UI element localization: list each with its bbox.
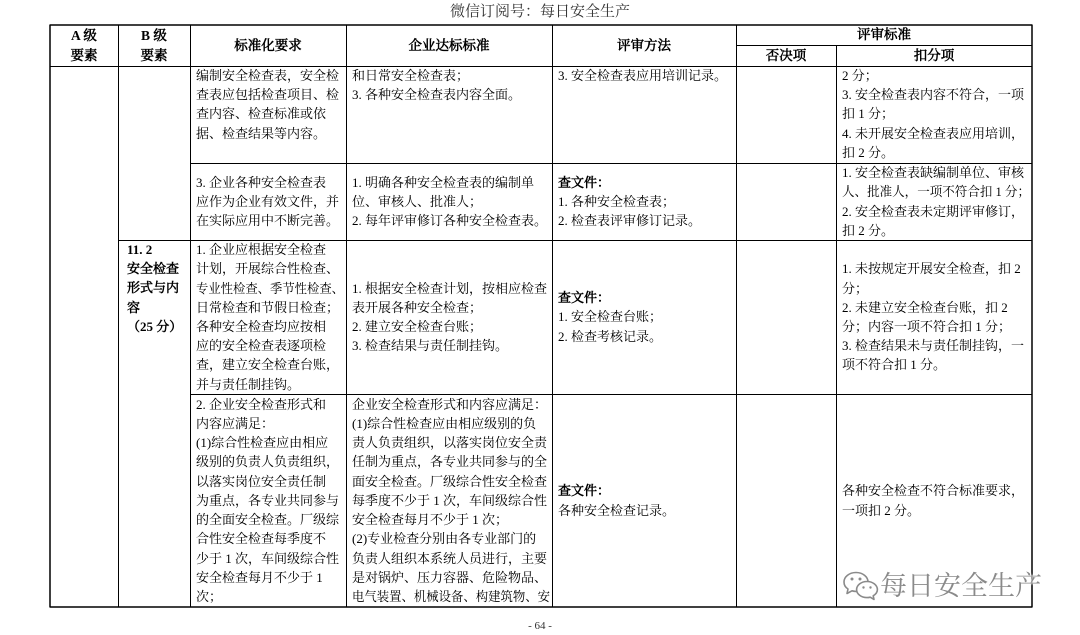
row-2-veto-cell — [736, 163, 836, 240]
enterprise-standard-line: 安全检查每月不少于 1 次； — [352, 512, 509, 528]
b-element-line: 容 — [127, 299, 141, 315]
a-level-element-cell — [50, 66, 118, 607]
deduction-line: 分；内容一项不符合扣 1 分； — [842, 319, 1012, 334]
enterprise-standard-line: (2)专业检查分别由各专业部门的 — [352, 531, 537, 547]
deduction-line: 2. 未建立安全检查台账，扣 2 — [842, 299, 1008, 315]
wechat-bubble-small — [857, 582, 878, 600]
enterprise-standard-line: 企业安全检查形式和内容应满足： — [352, 396, 548, 412]
row-4-review-method-cell — [552, 394, 736, 607]
enterprise-standard-line: 1. 根据安全检查计划，按相应检查 — [352, 280, 548, 296]
enterprise-standard-line: (1)综合性检查应由相应级别的负 — [352, 416, 537, 432]
row-4-veto-cell — [736, 394, 836, 607]
header-b-level-line: 要素 — [140, 47, 168, 63]
enterprise-standard-line: 负责人组织本系统人员进行，主要 — [352, 550, 548, 566]
header-b-level — [118, 25, 190, 66]
header-veto-items-label: 否决项 — [765, 47, 807, 63]
header-veto-items — [736, 45, 836, 66]
header-a-level — [50, 25, 118, 66]
review-method-line: 1. 各种安全检查表； — [558, 193, 676, 209]
deduction-line: 扣 1 分； — [842, 106, 895, 122]
deduction-line: 4. 未开展安全检查表应用培训， — [842, 125, 1025, 141]
review-method-line: 2. 检查表评审修订记录。 — [558, 213, 702, 229]
deduction-line: 扣 2 分。 — [842, 144, 895, 160]
row-2-enterprise-standard-cell — [346, 163, 552, 240]
deduction-line: 扣 2 分。 — [842, 222, 895, 238]
requirement-line: 计划，开展综合性检查、 — [196, 261, 340, 277]
enterprise-standard-line: 3. 检查结果与责任制挂钩。 — [352, 338, 509, 354]
row-4-requirement-cell — [190, 394, 346, 607]
page-header-subscription: 微信订阅号：每日安全生产 — [449, 4, 630, 20]
b-level-element-11-2-cell — [118, 240, 190, 607]
header-b-level-line: B 级 — [141, 28, 167, 43]
header-review-method — [552, 25, 736, 66]
row-1-requirement-cell — [190, 66, 346, 163]
deduction-line: 一项扣 2 分。 — [842, 502, 921, 518]
header-a-level-line: 要素 — [70, 47, 98, 63]
requirement-line: 据、检查结果等内容。 — [196, 125, 327, 141]
deduction-line: 1. 安全检查表缺编制单位、审核 — [842, 165, 1025, 181]
deduction-line: 项不符合扣 1 分。 — [842, 357, 947, 373]
requirement-line: 级别的负责人负责组织， — [196, 454, 340, 470]
enterprise-standard-line: 是对锅炉、压力容器、危险物品、 — [352, 569, 548, 585]
wechat-icon — [843, 571, 879, 601]
row-1-review-method-cell — [552, 66, 736, 163]
enterprise-standard-line: 电气装置、机械设备、构建筑物、安 — [352, 588, 551, 604]
deduction-line: 各种安全检查不符合标准要求， — [842, 483, 1025, 499]
requirement-line: 次； — [196, 588, 223, 604]
header-a-level-line: A 级 — [71, 28, 97, 43]
row-3-enterprise-standard-cell — [346, 240, 552, 394]
header-deduction-items — [836, 45, 1032, 66]
header-review-criteria-label: 评审标准 — [857, 27, 911, 43]
requirement-line: 编制安全检查表，安全检 — [196, 68, 340, 83]
row-4-enterprise-standard-cell — [346, 394, 552, 607]
review-method-heading: 查文件： — [558, 174, 611, 190]
b-element-line: 11. 2 — [127, 242, 153, 257]
requirement-line: 在实际应用中不断完善。 — [196, 213, 340, 229]
requirement-line: 1. 企业应根据安全检查 — [196, 242, 327, 258]
header-standard-requirement-label: 标准化要求 — [234, 37, 302, 53]
b-level-element-cell-continued — [118, 66, 190, 240]
header-review-method-label: 评审方法 — [617, 37, 671, 53]
enterprise-standard-line: 和日常安全检查表； — [352, 68, 470, 83]
b-element-line: （25 分） — [127, 318, 183, 334]
row-3-veto-cell — [736, 240, 836, 394]
row-1-enterprise-standard-cell — [346, 66, 552, 163]
requirement-line: 合性安全检查每季度不 — [196, 531, 327, 547]
requirement-line: 为重点，各专业共同参与 — [196, 492, 340, 508]
enterprise-standard-line: 面安全检查。厂级综合性安全检查 — [352, 473, 548, 489]
deduction-line: 1. 未按规定开展安全检查，扣 2 — [842, 261, 1021, 277]
requirement-line: 2. 企业安全检查形式和 — [196, 396, 327, 412]
row-3-requirement-cell — [190, 240, 346, 394]
review-method-line: 3. 安全检查表应用培训记录。 — [558, 68, 728, 83]
requirement-line: 各种安全检查均应按相 — [196, 319, 327, 334]
row-1-deduction-cell — [836, 66, 1032, 163]
review-method-line: 2. 检查考核记录。 — [558, 328, 663, 344]
deduction-line: 2 分； — [842, 68, 878, 83]
deduction-line: 3. 安全检查表内容不符合，一项 — [842, 87, 1025, 103]
enterprise-standard-line: 位、审核人、批准人； — [352, 193, 483, 209]
review-method-line: 各种安全检查记录。 — [558, 502, 676, 518]
header-deduction-items-label: 扣分项 — [913, 47, 955, 63]
enterprise-standard-line: 3. 各种安全检查表内容全面。 — [352, 87, 522, 103]
review-method-heading: 查文件： — [558, 483, 611, 499]
watermark-text: 每日安全生产 — [880, 571, 1042, 602]
requirement-line: 内容应满足： — [196, 416, 275, 432]
header-review-criteria — [736, 25, 1032, 45]
deduction-line: 人、批准人，一项不符合扣 1 分； — [842, 184, 1031, 200]
requirement-line: 并与责任制挂钩。 — [196, 376, 301, 392]
enterprise-standard-line: 1. 明确各种安全检查表的编制单 — [352, 174, 535, 190]
deduction-line: 3. 检查结果未与责任制挂钩，一 — [842, 338, 1025, 354]
row-3-deduction-cell — [836, 240, 1032, 394]
row-2-review-method-cell — [552, 163, 736, 240]
requirement-line: 查表应包括检查项目、检 — [196, 87, 340, 103]
deduction-line: 分； — [842, 280, 869, 296]
b-element-line: 安全检查 — [127, 261, 180, 277]
row-2-deduction-cell — [836, 163, 1032, 240]
enterprise-standard-line: 每季度不少于 1 次，车间级综合性 — [352, 492, 548, 508]
page-number: - 64 - — [528, 620, 552, 632]
enterprise-standard-line: 任制为重点，各专业共同参与的全 — [352, 454, 548, 470]
enterprise-standard-line: 2. 建立安全检查台账； — [352, 319, 483, 334]
requirement-line: 专业性检查、季节性检查、 — [196, 280, 345, 296]
requirement-line: (1)综合性检查应由相应 — [196, 435, 329, 451]
row-1-veto-cell — [736, 66, 836, 163]
requirement-line: 少于 1 次，车间级综合性 — [196, 550, 340, 566]
requirement-line: 3. 企业各种安全检查表 — [196, 174, 327, 190]
requirement-line: 查内容、检查标准或依 — [196, 106, 327, 122]
row-2-requirement-cell — [190, 163, 346, 240]
review-method-heading: 查文件： — [558, 290, 611, 306]
requirement-line: 安全检查每月不少于 1 — [196, 569, 323, 585]
requirement-line: 应的安全检查表逐项检 — [196, 338, 327, 354]
requirement-line: 日常检查和节假日检查； — [196, 299, 340, 315]
enterprise-standard-line: 2. 每年评审修订各种安全检查表。 — [352, 213, 548, 229]
review-method-line: 1. 安全检查台账； — [558, 309, 663, 325]
deduction-line: 2. 安全检查表未定期评审修订， — [842, 203, 1025, 219]
requirement-line: 的全面安全检查。厂级综 — [196, 512, 340, 528]
requirement-line: 查，建立安全检查台账， — [196, 357, 340, 373]
header-enterprise-standard-label: 企业达标标准 — [408, 37, 490, 53]
header-standard-requirement — [190, 25, 346, 66]
enterprise-standard-line: 表开展各种安全检查； — [352, 299, 483, 315]
row-3-review-method-cell — [552, 240, 736, 394]
enterprise-standard-line: 责人负责组织，以落实岗位安全责 — [352, 435, 548, 451]
header-enterprise-standard — [346, 25, 552, 66]
requirement-line: 以落实岗位安全责任制 — [196, 473, 327, 489]
requirement-line: 应作为企业有效文件，并 — [196, 193, 340, 209]
b-element-line: 形式与内 — [127, 280, 180, 296]
